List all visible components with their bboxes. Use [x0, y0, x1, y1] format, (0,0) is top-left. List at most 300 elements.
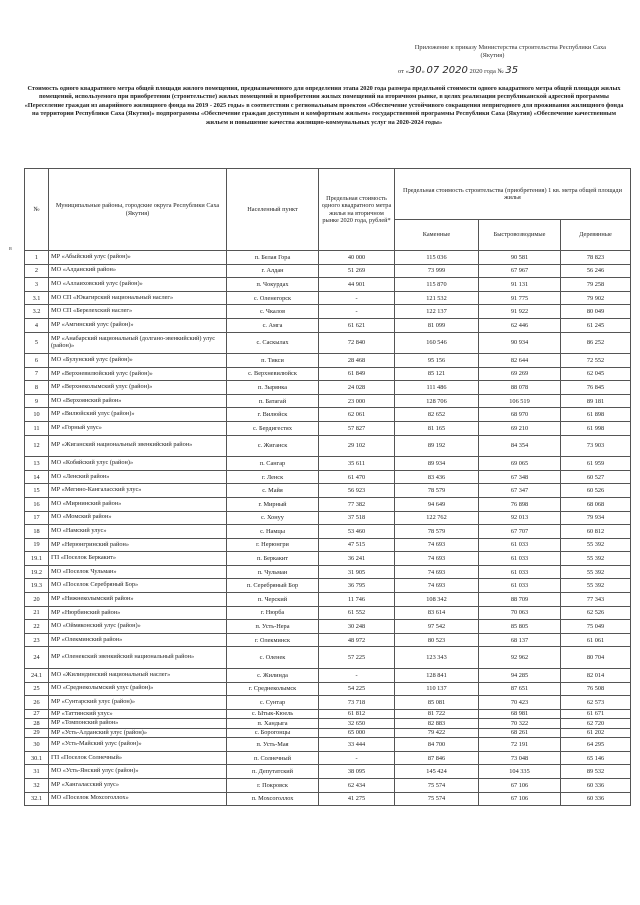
prefab-price: 61 033: [479, 579, 561, 593]
secondary-price: -: [319, 305, 395, 319]
settlement-name: с. Хонуу: [227, 511, 319, 525]
settlement-name: г. Нерюнгри: [227, 538, 319, 552]
prefab-price: 88 709: [479, 593, 561, 607]
stone-price: 81 722: [395, 709, 479, 719]
table-row: [25, 728, 631, 738]
municipality-name: МО «Среднеколымский улус (район)»: [49, 682, 227, 696]
table-row: [25, 422, 631, 436]
wood-price: 55 392: [561, 538, 631, 552]
table-row: [25, 779, 631, 793]
stone-price: 89 192: [395, 435, 479, 457]
prefab-price: 70 423: [479, 696, 561, 710]
prefab-price: 61 033: [479, 538, 561, 552]
stone-price: 78 579: [395, 484, 479, 498]
settlement-name: с. Сунтар: [227, 696, 319, 710]
prefab-price: 67 106: [479, 792, 561, 806]
row-number: 32.1: [25, 792, 49, 806]
settlement-name: п. Серебряный Бор: [227, 579, 319, 593]
stone-price: 160 546: [395, 332, 479, 354]
settlement-name: п. Белая Гора: [227, 251, 319, 265]
secondary-price: -: [319, 668, 395, 682]
settlement-name: с. Бердигестях: [227, 422, 319, 436]
stone-price: 83 436: [395, 470, 479, 484]
municipality-name: МО «Момский район»: [49, 511, 227, 525]
row-number: 8: [25, 381, 49, 395]
order-date-line: [398, 65, 518, 76]
row-number: 14: [25, 470, 49, 484]
stone-price: 74 693: [395, 579, 479, 593]
municipality-name: МР «Горный улус»: [49, 422, 227, 436]
prefab-price: 73 048: [479, 751, 561, 765]
wood-price: 60 336: [561, 779, 631, 793]
row-number: 23: [25, 633, 49, 647]
secondary-price: 33 444: [319, 738, 395, 752]
row-number: 3.2: [25, 305, 49, 319]
settlement-name: с. Ытык-Кюель: [227, 709, 319, 719]
prefab-price: 70 063: [479, 606, 561, 620]
stone-price: 83 614: [395, 606, 479, 620]
table-row: [25, 305, 631, 319]
prefab-price: 69 269: [479, 367, 561, 381]
table-row: [25, 738, 631, 752]
order-sep: »: [421, 68, 425, 75]
prefab-price: 70 322: [479, 719, 561, 729]
municipality-name: МР «Вилюйский улус (район)»: [49, 408, 227, 422]
stone-price: 95 156: [395, 354, 479, 368]
stone-price: 121 532: [395, 291, 479, 305]
wood-price: 60 527: [561, 470, 631, 484]
settlement-name: с. Майя: [227, 484, 319, 498]
secondary-price: 28 468: [319, 354, 395, 368]
prefab-price: 94 285: [479, 668, 561, 682]
row-number: 3: [25, 278, 49, 292]
stone-price: 97 542: [395, 620, 479, 634]
table-row: [25, 470, 631, 484]
row-number: 13: [25, 457, 49, 471]
municipality-name: МР «Олекминский район»: [49, 633, 227, 647]
secondary-price: 57 225: [319, 647, 395, 669]
prefab-price: 72 191: [479, 738, 561, 752]
row-number: 19.2: [25, 565, 49, 579]
settlement-name: г. Мирный: [227, 497, 319, 511]
wood-price: 73 903: [561, 435, 631, 457]
settlement-name: п. Усть-Нера: [227, 620, 319, 634]
row-number: 27: [25, 709, 49, 719]
municipality-name: МО «Поселок Чульман»: [49, 565, 227, 579]
wood-price: 64 295: [561, 738, 631, 752]
secondary-price: 61 552: [319, 606, 395, 620]
settlement-name: с. Саскылах: [227, 332, 319, 354]
stone-price: 74 693: [395, 552, 479, 566]
row-number: 19: [25, 538, 49, 552]
municipality-name: ГП «Поселок Беркакит»: [49, 552, 227, 566]
municipality-name: МР «Усть-Алданский улус (район)»: [49, 728, 227, 738]
wood-price: 61 959: [561, 457, 631, 471]
municipality-name: МР «Верхнеколымский улус (район)»: [49, 381, 227, 395]
settlement-name: г. Алдан: [227, 264, 319, 278]
table-row: [25, 668, 631, 682]
order-day: 30: [408, 65, 422, 76]
prefab-price: 68 137: [479, 633, 561, 647]
order-number: 35: [505, 65, 519, 76]
stone-price: 74 693: [395, 565, 479, 579]
secondary-price: 61 849: [319, 367, 395, 381]
document-title: Стоимость одного квадратного метра общей площади жилого помещения, предназначенного для определения этапа 2020 года размера предельной стоимости одного квадратного метра общей площади жилых помещений, используемого при приобретении (строительстве) жилых помещений и приобретении жилых помещений на вторичном рынке, в целях реализации республиканской адресной программы «Переселение граждан из аварийного жилищного фонда на 2019 - 2025 годы» в соответствии с региональным проектом «Обеспечение устойчивого сокращения непригодного для проживания жилищного фонда на территории Республики Саха (Якутия)» подпрограммы «Обеспечение граждан доступным и комфортным жильем» государственной программы Республики Саха (Якутия) «Обеспечение качественным жильем и повышение качества жилищно-коммунальных услуг на 2020-2024 годы»: [24, 85, 624, 126]
municipality-name: МО «Оймяконский улус (район)»: [49, 620, 227, 634]
settlement-name: п. Мохсоголлох: [227, 792, 319, 806]
secondary-price: 29 102: [319, 435, 395, 457]
row-number: 12: [25, 435, 49, 457]
stone-price: 85 121: [395, 367, 479, 381]
table-row: [25, 751, 631, 765]
stone-price: 79 422: [395, 728, 479, 738]
appendix-line-2: (Якутия): [480, 52, 505, 59]
row-number: 25: [25, 682, 49, 696]
municipality-name: МО «Жилиндинский национальный наслег»: [49, 668, 227, 682]
wood-price: 61 671: [561, 709, 631, 719]
row-number: 29: [25, 728, 49, 738]
wood-price: 62 573: [561, 696, 631, 710]
stone-price: 81 099: [395, 318, 479, 332]
municipality-name: МР «Оленекский эвенкийский национальный район»: [49, 647, 227, 669]
municipality-name: МР «Анабарский национальный (долгано-эвенкийский) улус (район)»: [49, 332, 227, 354]
secondary-price: 62 061: [319, 408, 395, 422]
table-row: [25, 435, 631, 457]
prefab-price: 67 348: [479, 470, 561, 484]
prefab-price: 106 519: [479, 394, 561, 408]
settlement-name: п. Депутатский: [227, 765, 319, 779]
prefab-price: 82 644: [479, 354, 561, 368]
prefab-price: 67 967: [479, 264, 561, 278]
secondary-price: 32 650: [319, 719, 395, 729]
secondary-price: 35 611: [319, 457, 395, 471]
row-number: 10: [25, 408, 49, 422]
table-row: [25, 278, 631, 292]
wood-price: 89 181: [561, 394, 631, 408]
row-number: 16: [25, 497, 49, 511]
row-number: 26: [25, 696, 49, 710]
secondary-price: 37 518: [319, 511, 395, 525]
table-row: [25, 606, 631, 620]
wood-price: 56 246: [561, 264, 631, 278]
secondary-price: -: [319, 751, 395, 765]
wood-price: 78 823: [561, 251, 631, 265]
table-row: [25, 579, 631, 593]
table-row: [25, 511, 631, 525]
secondary-price: 38 095: [319, 765, 395, 779]
prefab-price: 67 707: [479, 525, 561, 539]
table-row: [25, 719, 631, 729]
secondary-price: 30 248: [319, 620, 395, 634]
municipality-name: МО «Поселок Серебряный Бор»: [49, 579, 227, 593]
wood-price: 55 392: [561, 552, 631, 566]
table-row: [25, 633, 631, 647]
stone-price: 84 700: [395, 738, 479, 752]
table-row: [25, 552, 631, 566]
table-row: [25, 647, 631, 669]
settlement-name: г. Ленск: [227, 470, 319, 484]
appendix-header: [415, 44, 606, 60]
stone-price: 85 081: [395, 696, 479, 710]
col-construction-header: Предельная стоимость строительства (приобретения) 1 кв. метра общей площади жилья: [395, 169, 631, 220]
settlement-name: п. Зырянка: [227, 381, 319, 395]
wood-price: 55 392: [561, 579, 631, 593]
row-number: 32: [25, 779, 49, 793]
municipality-name: МО «Ленский район»: [49, 470, 227, 484]
row-number: 19.1: [25, 552, 49, 566]
table-row: [25, 792, 631, 806]
row-number: 30.1: [25, 751, 49, 765]
row-number: 3.1: [25, 291, 49, 305]
settlement-name: г. Олекминск: [227, 633, 319, 647]
settlement-name: п. Усть-Мая: [227, 738, 319, 752]
order-prefix: от «: [398, 68, 409, 75]
stone-price: 115 870: [395, 278, 479, 292]
prefab-price: 85 805: [479, 620, 561, 634]
settlement-name: г. Покровск: [227, 779, 319, 793]
prefab-price: 88 078: [479, 381, 561, 395]
row-number: 6: [25, 354, 49, 368]
row-number: 17: [25, 511, 49, 525]
wood-price: 61 998: [561, 422, 631, 436]
municipality-name: МР «Нерюнгринский район»: [49, 538, 227, 552]
settlement-name: г. Среднеколымск: [227, 682, 319, 696]
prefab-price: 67 347: [479, 484, 561, 498]
secondary-price: -: [319, 291, 395, 305]
stone-price: 108 342: [395, 593, 479, 607]
prefab-price: 61 033: [479, 565, 561, 579]
wood-price: 89 532: [561, 765, 631, 779]
prefab-price: 92 962: [479, 647, 561, 669]
municipality-name: МО «Аллаиховский улус (район)»: [49, 278, 227, 292]
settlement-name: г. Вилюйск: [227, 408, 319, 422]
wood-price: 62 720: [561, 719, 631, 729]
col-settlement-header: Населенный пункт: [227, 169, 319, 251]
col-wood-header: Деревянные: [561, 220, 631, 251]
wood-price: 80 049: [561, 305, 631, 319]
row-number: 28: [25, 719, 49, 729]
municipality-name: МР «Сунтарский улус (район)»: [49, 696, 227, 710]
secondary-price: 57 827: [319, 422, 395, 436]
row-number: 22: [25, 620, 49, 634]
col-secondary-header: Предельная стоимость одного квадратного метра жилья на вторичном рынке 2020 года, рублей*: [319, 169, 395, 251]
stone-price: 122 762: [395, 511, 479, 525]
settlement-name: с. Верхневилюйск: [227, 367, 319, 381]
municipality-name: МР «Усть-Майский улус (район)»: [49, 738, 227, 752]
settlement-name: п. Сангар: [227, 457, 319, 471]
secondary-price: 47 515: [319, 538, 395, 552]
stone-price: 80 523: [395, 633, 479, 647]
municipality-name: МО «Верхоянский район»: [49, 394, 227, 408]
wood-price: 62 526: [561, 606, 631, 620]
table-row: [25, 354, 631, 368]
secondary-price: 23 000: [319, 394, 395, 408]
wood-price: 79 934: [561, 511, 631, 525]
table-row: [25, 538, 631, 552]
stone-price: 115 036: [395, 251, 479, 265]
wood-price: 60 336: [561, 792, 631, 806]
row-number: 20: [25, 593, 49, 607]
wood-price: 76 508: [561, 682, 631, 696]
municipality-name: МР «Амгинский улус (район)»: [49, 318, 227, 332]
table-row: [25, 367, 631, 381]
row-number: 2: [25, 264, 49, 278]
table-row: [25, 251, 631, 265]
order-month: 07 2020: [426, 65, 468, 76]
wood-price: 82 014: [561, 668, 631, 682]
appendix-line-1: Приложение к приказу Министерства строительства Республики Саха: [414, 44, 606, 51]
col-prefab-header: Быстровозводимые: [479, 220, 561, 251]
municipality-name: МР «Нюрбинский район»: [49, 606, 227, 620]
settlement-name: с. Амга: [227, 318, 319, 332]
prefab-price: 92 013: [479, 511, 561, 525]
wood-price: 61 061: [561, 633, 631, 647]
secondary-price: 36 241: [319, 552, 395, 566]
table-row: [25, 318, 631, 332]
municipality-name: ГП «Поселок Солнечный»: [49, 751, 227, 765]
secondary-price: 53 460: [319, 525, 395, 539]
settlement-name: п. Хандыга: [227, 719, 319, 729]
settlement-name: п. Чокурдах: [227, 278, 319, 292]
stone-price: 82 883: [395, 719, 479, 729]
row-number: 30: [25, 738, 49, 752]
wood-price: 75 049: [561, 620, 631, 634]
row-number: 24: [25, 647, 49, 669]
stone-price: 74 693: [395, 538, 479, 552]
order-year: 2020 года №: [469, 68, 504, 75]
row-number: 1: [25, 251, 49, 265]
stone-price: 128 841: [395, 668, 479, 682]
wood-price: 80 704: [561, 647, 631, 669]
prefab-price: 91 922: [479, 305, 561, 319]
prefab-price: 69 065: [479, 457, 561, 471]
wood-price: 62 045: [561, 367, 631, 381]
prefab-price: 68 981: [479, 709, 561, 719]
stone-price: 87 846: [395, 751, 479, 765]
table-row: [25, 332, 631, 354]
secondary-price: 56 923: [319, 484, 395, 498]
wood-price: 72 552: [561, 354, 631, 368]
stone-price: 128 706: [395, 394, 479, 408]
wood-price: 79 258: [561, 278, 631, 292]
stone-price: 75 574: [395, 779, 479, 793]
prefab-price: 90 581: [479, 251, 561, 265]
stone-price: 82 652: [395, 408, 479, 422]
table-row: [25, 525, 631, 539]
row-number: 4: [25, 318, 49, 332]
wood-price: 61 202: [561, 728, 631, 738]
wood-price: 77 343: [561, 593, 631, 607]
stone-price: 145 424: [395, 765, 479, 779]
settlement-name: с. Оленек: [227, 647, 319, 669]
row-number: 5: [25, 332, 49, 354]
stone-price: 123 343: [395, 647, 479, 669]
stone-price: 111 486: [395, 381, 479, 395]
wood-price: 68 068: [561, 497, 631, 511]
table-row: [25, 381, 631, 395]
table-row: [25, 408, 631, 422]
wood-price: 55 392: [561, 565, 631, 579]
prefab-price: 91 131: [479, 278, 561, 292]
row-number: 9: [25, 394, 49, 408]
wood-price: 61 898: [561, 408, 631, 422]
settlement-name: п. Солнечный: [227, 751, 319, 765]
table-row: [25, 593, 631, 607]
prefab-price: 62 446: [479, 318, 561, 332]
municipality-name: МО «Булунский улус (район)»: [49, 354, 227, 368]
wood-price: 61 245: [561, 318, 631, 332]
prefab-price: 91 775: [479, 291, 561, 305]
municipality-name: МО «Алданский район»: [49, 264, 227, 278]
table-row: [25, 620, 631, 634]
secondary-price: 72 840: [319, 332, 395, 354]
stone-price: 78 579: [395, 525, 479, 539]
wood-price: 86 252: [561, 332, 631, 354]
secondary-price: 62 434: [319, 779, 395, 793]
stone-price: 94 649: [395, 497, 479, 511]
municipality-name: МР «Абыйский улус (район)»: [49, 251, 227, 265]
secondary-price: 44 901: [319, 278, 395, 292]
secondary-price: 48 972: [319, 633, 395, 647]
secondary-price: 61 812: [319, 709, 395, 719]
prefab-price: 90 934: [479, 332, 561, 354]
secondary-price: 51 269: [319, 264, 395, 278]
municipality-name: МР «Верхневилюйский улус (район)»: [49, 367, 227, 381]
col-municipality-header: Муниципальные районы, городские округа Республики Саха (Якутия): [49, 169, 227, 251]
municipality-name: МО «Намский улус»: [49, 525, 227, 539]
municipality-name: МО СП «Берелехский наслег»: [49, 305, 227, 319]
prefab-price: 67 106: [479, 779, 561, 793]
municipality-name: МР «Хангаласский улус»: [49, 779, 227, 793]
table-row: [25, 484, 631, 498]
stone-price: 110 137: [395, 682, 479, 696]
table-row: [25, 565, 631, 579]
secondary-price: 11 746: [319, 593, 395, 607]
municipality-name: МО СП «Юкагирский национальный наслег»: [49, 291, 227, 305]
table-row: [25, 497, 631, 511]
stone-price: 75 574: [395, 792, 479, 806]
wood-price: 60 812: [561, 525, 631, 539]
table-row: [25, 394, 631, 408]
col-stone-header: Каменные: [395, 220, 479, 251]
settlement-name: с. Борогонцы: [227, 728, 319, 738]
secondary-price: 41 275: [319, 792, 395, 806]
wood-price: 76 845: [561, 381, 631, 395]
row-number: 18: [25, 525, 49, 539]
table-row: [25, 264, 631, 278]
row-number: 31: [25, 765, 49, 779]
row-number: 24.1: [25, 668, 49, 682]
wood-price: 65 146: [561, 751, 631, 765]
settlement-name: г. Нюрба: [227, 606, 319, 620]
price-table: [24, 168, 631, 806]
prefab-price: 69 210: [479, 422, 561, 436]
prefab-price: 61 033: [479, 552, 561, 566]
secondary-price: 24 028: [319, 381, 395, 395]
row-number: 19.3: [25, 579, 49, 593]
settlement-name: п. Чульман: [227, 565, 319, 579]
secondary-price: 65 000: [319, 728, 395, 738]
row-number: 15: [25, 484, 49, 498]
prefab-price: 68 261: [479, 728, 561, 738]
wood-price: 60 526: [561, 484, 631, 498]
prefab-price: 87 651: [479, 682, 561, 696]
row-number: 7: [25, 367, 49, 381]
municipality-name: МР «Нижнеколымский район»: [49, 593, 227, 607]
settlement-name: п. Беркакит: [227, 552, 319, 566]
settlement-name: п. Батагай: [227, 394, 319, 408]
secondary-price: 77 382: [319, 497, 395, 511]
